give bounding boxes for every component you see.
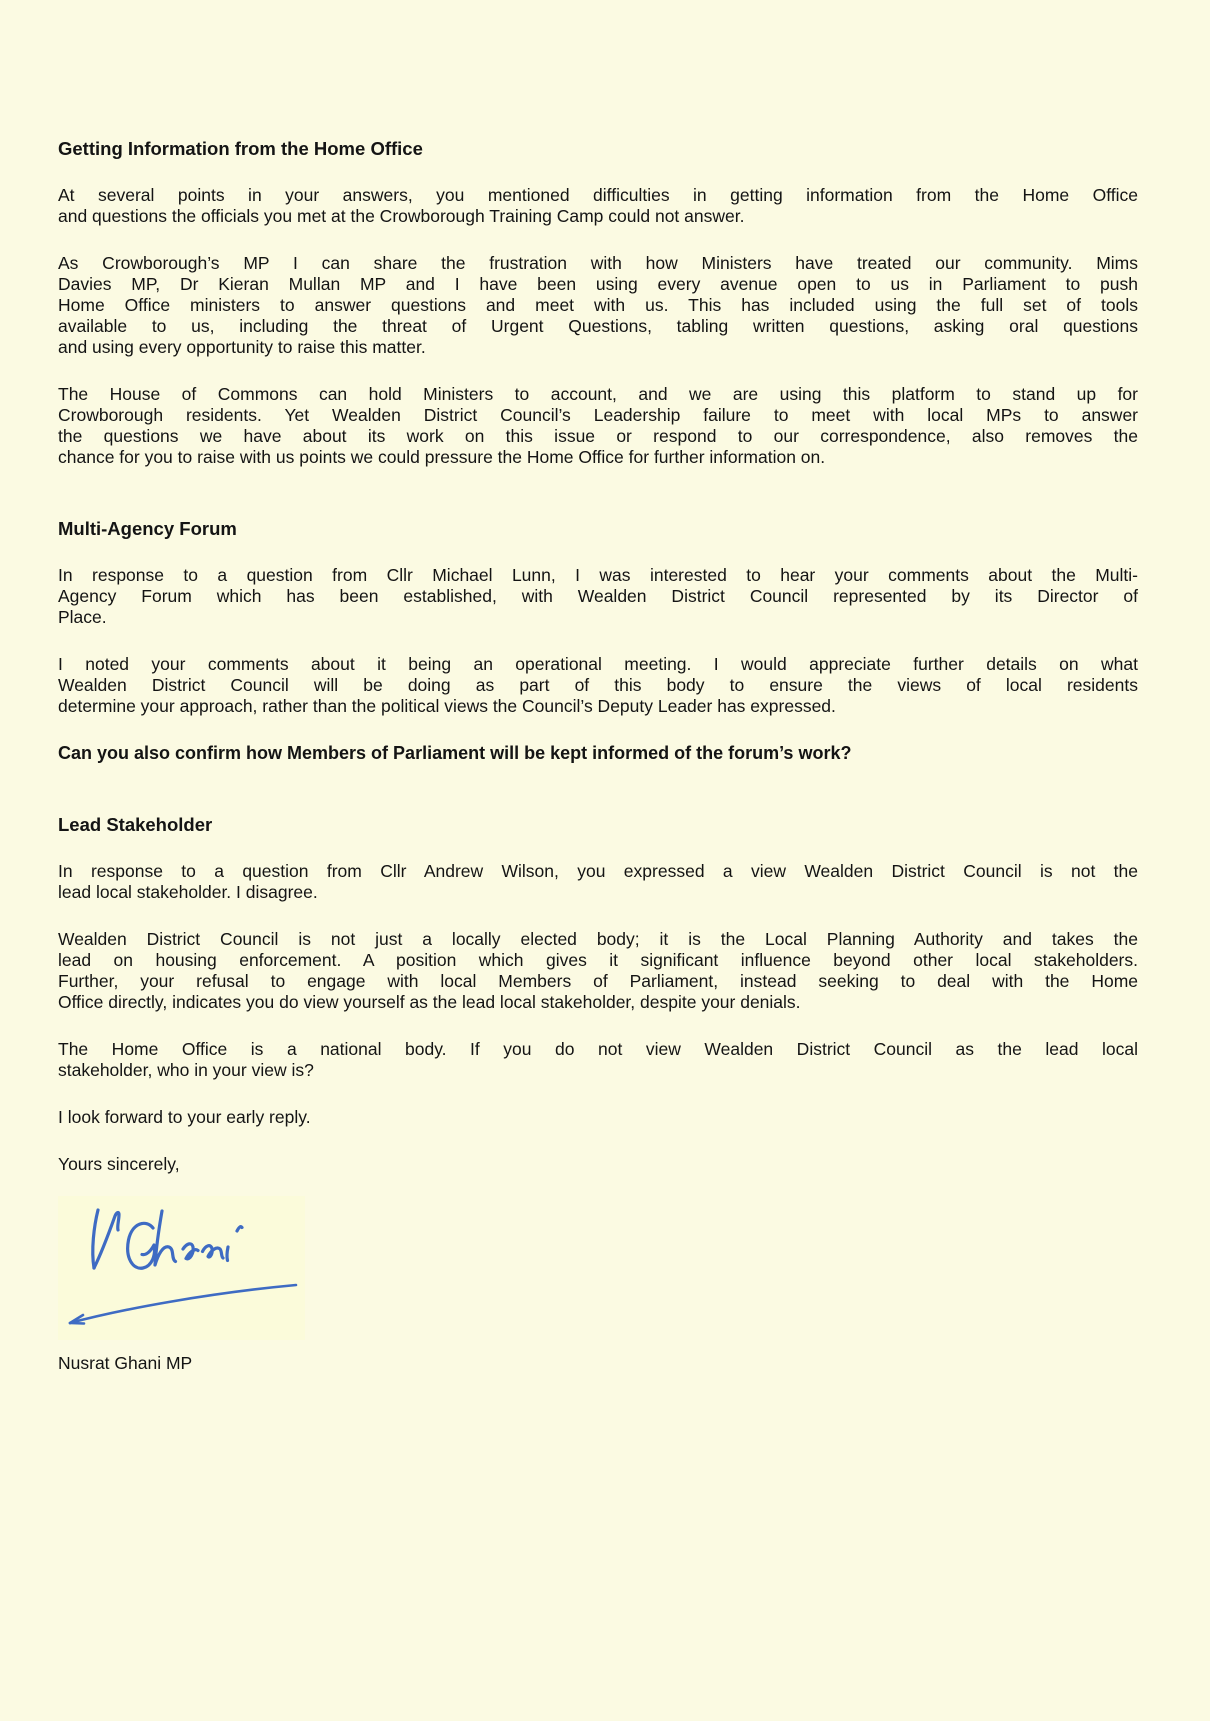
paragraph xyxy=(58,384,1138,468)
signature-underline-flourish xyxy=(70,1285,296,1324)
text-line: I noted your comments about it being an operational meeting. I would appreciate further details on what xyxy=(58,654,1138,674)
section-heading: Getting Information from the Home Office xyxy=(58,138,423,159)
text-line: Wealden District Council is not just a locally elected body; it is the Local Planning Authority and takes the xyxy=(58,929,1138,949)
text-line: available to us, including the threat of Urgent Questions, tabling written questions, asking oral questions xyxy=(58,316,1138,336)
text-line: In response to a question from Cllr Andrew Wilson, you expressed a view Wealden District Council is not the xyxy=(58,861,1138,881)
text-line: Agency Forum which has been established, with Wealden District Council represented by its Director of xyxy=(58,586,1138,606)
text-line: the questions we have about its work on this issue or respond to our correspondence, also removes the xyxy=(58,426,1138,446)
text-line: Home Office ministers to answer questions and meet with us. This has included using the full set of tools xyxy=(58,295,1138,315)
text-line: As Crowborough’s MP I can share the frustration with how Ministers have treated our community. Mims xyxy=(58,253,1138,273)
section-heading: Multi-Agency Forum xyxy=(58,518,237,539)
paragraph xyxy=(58,1039,1138,1081)
text-line: Wealden District Council will be doing as part of this body to ensure the views of local residents xyxy=(58,675,1138,695)
text-line: Yours sincerely, xyxy=(58,1154,180,1174)
text-line: Place. xyxy=(58,607,107,627)
paragraph xyxy=(58,743,1138,764)
paragraph xyxy=(58,565,1138,628)
paragraph xyxy=(58,185,1138,227)
text-line: stakeholder, who in your view is? xyxy=(58,1060,314,1080)
section-heading: Lead Stakeholder xyxy=(58,814,213,835)
letter-text-blocks xyxy=(58,138,1138,1175)
text-line: and questions the officials you met at the Crowborough Training Camp could not answer. xyxy=(58,206,745,226)
signature-image xyxy=(58,1196,305,1340)
text-line: In response to a question from Cllr Michael Lunn, I was interested to hear your comments about the Multi- xyxy=(58,565,1138,585)
paragraph xyxy=(58,929,1138,1013)
text-line: The Home Office is a national body. If you do not view Wealden District Council as the lead local xyxy=(58,1039,1138,1059)
text-line: lead local stakeholder. I disagree. xyxy=(58,882,318,902)
text-line: Davies MP, Dr Kieran Mullan MP and I have been using every avenue open to us in Parliament to push xyxy=(58,274,1138,294)
text-line: Crowborough residents. Yet Wealden District Council’s Leadership failure to meet with local MPs to answer xyxy=(58,405,1138,425)
paragraph xyxy=(58,253,1138,358)
text-line: chance for you to raise with us points we could pressure the Home Office for further information on. xyxy=(58,447,826,467)
text-line: I look forward to your early reply. xyxy=(58,1107,311,1127)
signature-handwriting xyxy=(93,1210,242,1268)
paragraph xyxy=(58,1154,1138,1175)
text-line: Office directly, indicates you do view yourself as the lead local stakeholder, despite your denials. xyxy=(58,992,801,1012)
text-line: lead on housing enforcement. A position which gives it significant influence beyond other local stakeholders. xyxy=(58,950,1138,970)
text-line: Further, your refusal to engage with local Members of Parliament, instead seeking to deal with the Home xyxy=(58,971,1138,991)
text-line: determine your approach, rather than the political views the Council’s Deputy Leader has expressed. xyxy=(58,696,836,716)
signature-svg xyxy=(58,1196,305,1340)
paragraph xyxy=(58,654,1138,717)
paragraph xyxy=(58,861,1138,903)
text-line: At several points in your answers, you mentioned difficulties in getting information from the Home Office xyxy=(58,185,1138,205)
text-line: The House of Commons can hold Ministers to account, and we are using this platform to stand up for xyxy=(58,384,1138,404)
paragraph xyxy=(58,1107,1138,1128)
letter-body xyxy=(58,138,1138,1374)
text-line: Can you also confirm how Members of Parliament will be kept informed of the forum’s work? xyxy=(58,743,852,763)
signatory-name: Nusrat Ghani MP xyxy=(58,1353,193,1373)
text-line: and using every opportunity to raise this matter. xyxy=(58,337,426,357)
